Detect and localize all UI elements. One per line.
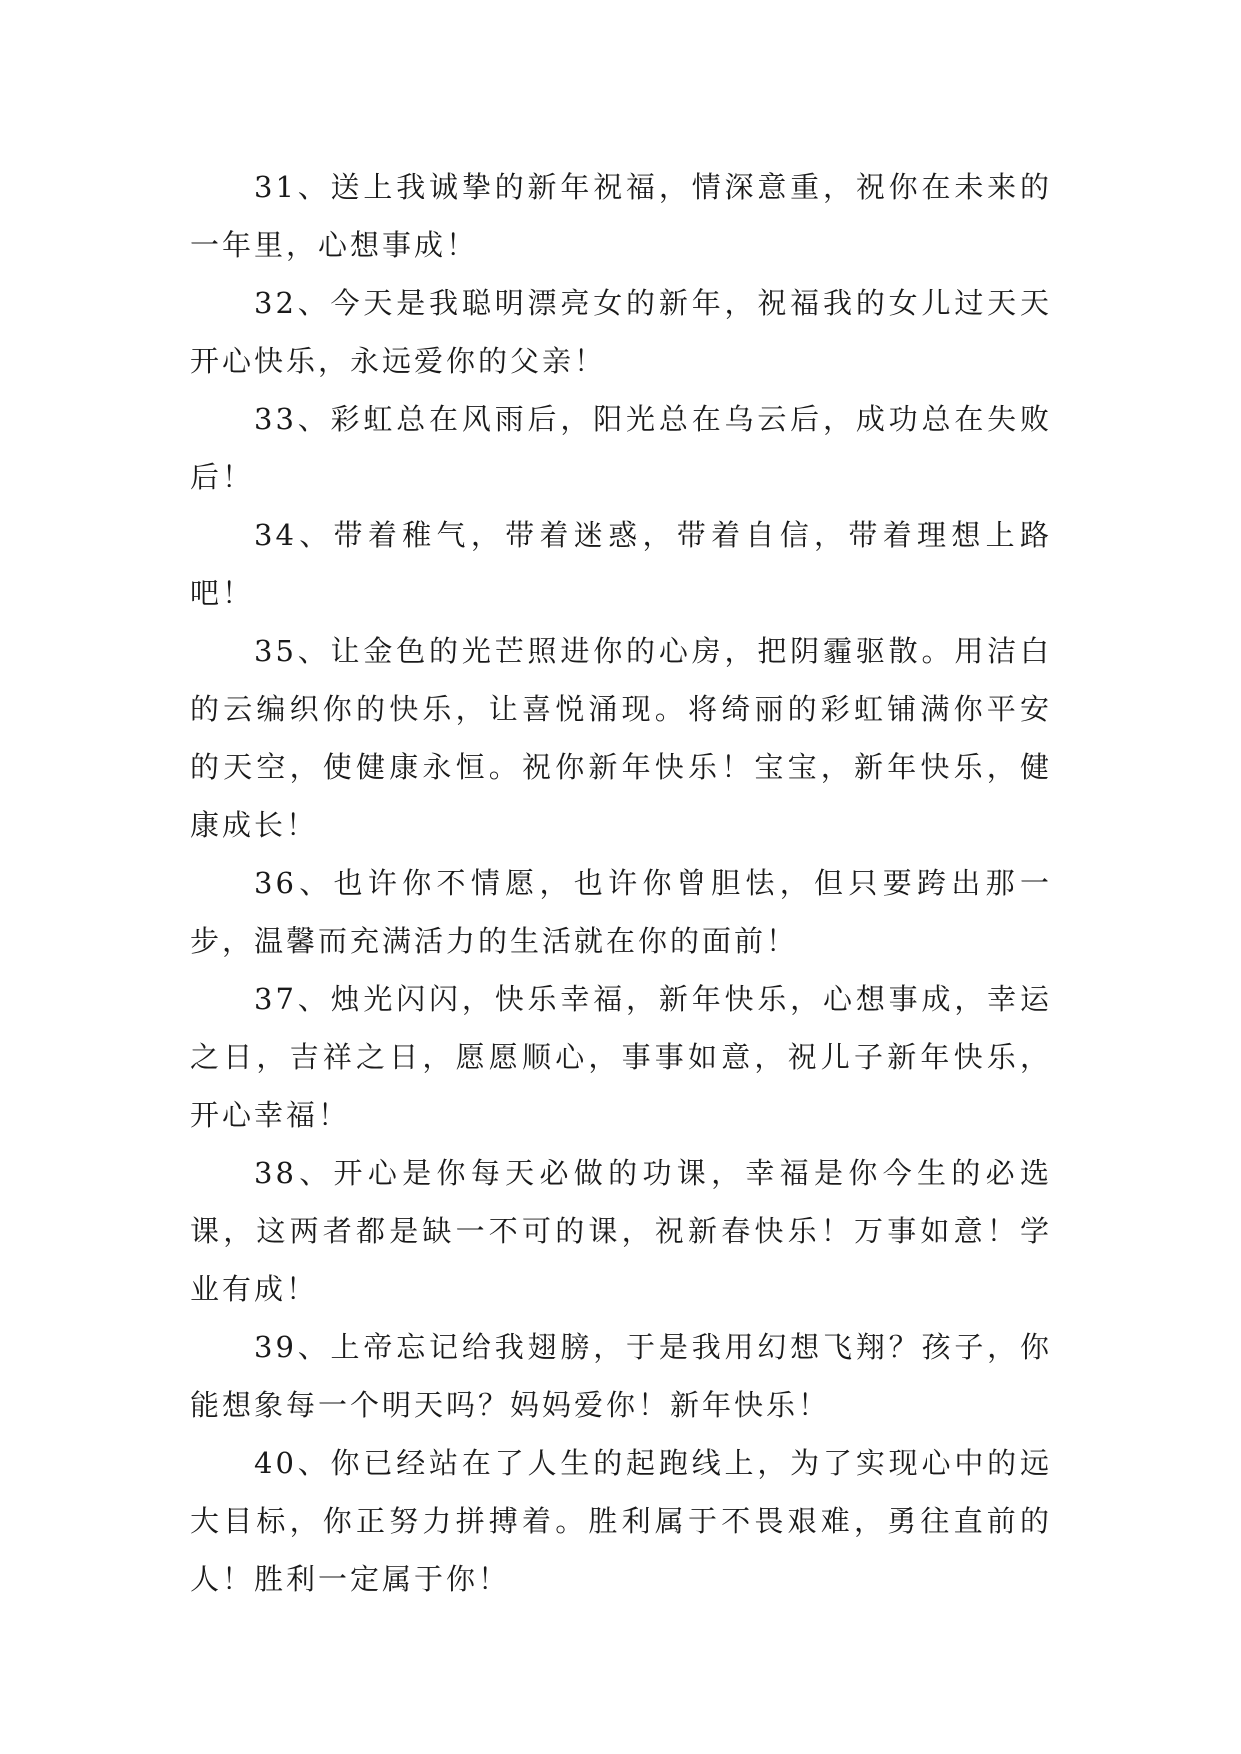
paragraph-31: 31、送上我诚挚的新年祝福，情深意重，祝你在未来的一年里，心想事成！: [190, 170, 1052, 262]
paragraph-38: 38、开心是你每天必做的功课，幸福是你今生的必选课，这两者都是缺一不可的课，祝新春快乐！万事如意！学业有成！: [190, 1156, 1052, 1306]
paragraph-37: 37、烛光闪闪，快乐幸福，新年快乐，心想事成，幸运之日，吉祥之日，愿愿顺心，事事如意，祝儿子新年快乐，开心幸福！: [190, 982, 1052, 1132]
paragraph-36: 36、也许你不情愿，也许你曾胆怯，但只要跨出那一步，温馨而充满活力的生活就在你的面前！: [190, 866, 1052, 958]
paragraph-39: 39、上帝忘记给我翅膀，于是我用幻想飞翔？孩子，你能想象每一个明天吗？妈妈爱你！新年快乐！: [190, 1330, 1052, 1422]
document-body: [190, 158, 1052, 1608]
paragraph-40: 40、你已经站在了人生的起跑线上，为了实现心中的远大目标，你正努力拼搏着。胜利属于不畏艰难，勇往直前的人！胜利一定属于你！: [190, 1446, 1052, 1596]
paragraph-35: 35、让金色的光芒照进你的心房，把阴霾驱散。用洁白的云编织你的快乐，让喜悦涌现。将绮丽的彩虹铺满你平安的天空，使健康永恒。祝你新年快乐！宝宝，新年快乐，健康成长！: [190, 634, 1052, 842]
paragraph-34: 34、带着稚气，带着迷惑，带着自信，带着理想上路吧！: [190, 518, 1052, 610]
paragraph-33: 33、彩虹总在风雨后，阳光总在乌云后，成功总在失败后！: [190, 402, 1052, 494]
paragraph-32: 32、今天是我聪明漂亮女的新年，祝福我的女儿过天天开心快乐，永远爱你的父亲！: [190, 286, 1052, 378]
